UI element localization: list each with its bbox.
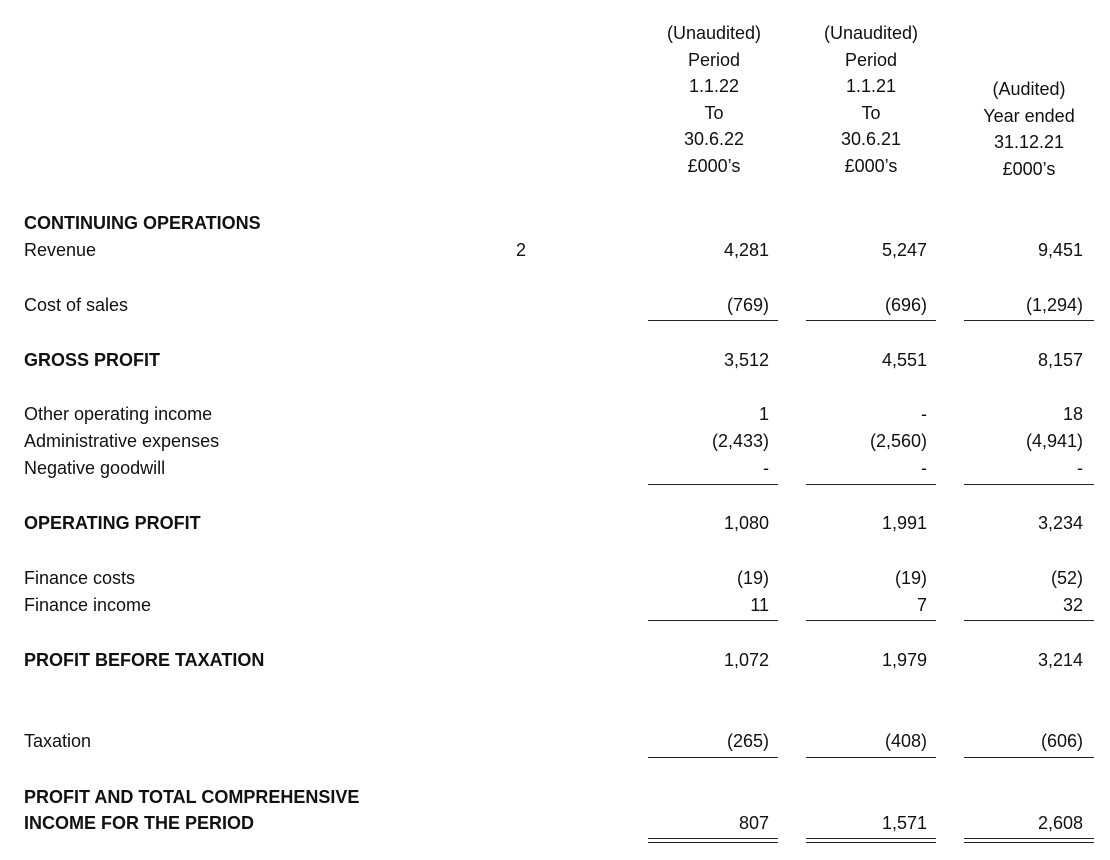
header-line: 1.1.22 xyxy=(688,76,740,96)
row-label-administrative-expenses: Administrative expenses xyxy=(24,431,220,451)
column-header-period-2022 xyxy=(639,20,789,179)
header-line: 31.12.21 xyxy=(993,132,1065,152)
subtotal-rule xyxy=(964,620,1094,621)
row-label-finance-income: Finance income xyxy=(24,595,152,615)
admin-expenses-value-year-2021: (4,941) xyxy=(1025,431,1083,451)
negative-goodwill-value-2021: - xyxy=(921,458,927,478)
other-income-value-year-2021: 18 xyxy=(1062,404,1083,424)
row-label-operating-profit: OPERATING PROFIT xyxy=(24,513,201,533)
row-label-profit-before-taxation: PROFIT BEFORE TAXATION xyxy=(24,650,265,670)
profit-total-value-2022: 807 xyxy=(738,813,769,833)
finance-costs-value-2022: (19) xyxy=(736,568,769,588)
subtotal-rule xyxy=(964,320,1094,321)
column-header-year-2021 xyxy=(954,76,1104,182)
subtotal-rule xyxy=(648,484,778,485)
row-label-negative-goodwill: Negative goodwill xyxy=(24,458,166,478)
header-line: 30.6.22 xyxy=(683,129,745,149)
header-line: (Unaudited) xyxy=(666,23,762,43)
header-line: Year ended xyxy=(983,105,1075,126)
profit-total-value-year-2021: 2,608 xyxy=(1037,813,1083,833)
finance-income-value-year-2021: 32 xyxy=(1062,595,1083,615)
header-line: 1.1.21 xyxy=(845,76,897,96)
row-label-profit-total-line1: PROFIT AND TOTAL COMPREHENSIVE xyxy=(24,787,360,807)
header-line: £000’s xyxy=(1002,158,1056,179)
profit-total-value-2021: 1,571 xyxy=(881,813,927,833)
admin-expenses-value-2021: (2,560) xyxy=(869,431,927,451)
subtotal-rule xyxy=(648,320,778,321)
header-line: (Audited) xyxy=(992,79,1066,99)
revenue-value-year-2021: 9,451 xyxy=(1037,240,1083,260)
operating-profit-value-2021: 1,991 xyxy=(881,513,927,533)
pbt-value-2022: 1,072 xyxy=(723,650,769,670)
header-line: Period xyxy=(844,49,898,70)
total-double-rule xyxy=(806,838,936,843)
subtotal-rule xyxy=(964,484,1094,485)
subtotal-rule xyxy=(964,757,1094,758)
gross-profit-value-2021: 4,551 xyxy=(881,350,927,370)
header-line: Period xyxy=(687,49,741,70)
finance-costs-value-2021: (19) xyxy=(894,568,927,588)
header-line: To xyxy=(704,102,724,123)
finance-income-value-2022: 11 xyxy=(750,595,769,615)
row-label-taxation: Taxation xyxy=(24,731,92,751)
header-line: £000’s xyxy=(844,155,898,176)
section-heading-continuing-operations: CONTINUING OPERATIONS xyxy=(24,213,261,233)
subtotal-rule xyxy=(806,484,936,485)
total-double-rule xyxy=(648,838,778,843)
row-label-profit-total-line2: INCOME FOR THE PERIOD xyxy=(24,813,255,833)
subtotal-rule xyxy=(806,757,936,758)
subtotal-rule xyxy=(806,320,936,321)
row-label-cost-of-sales: Cost of sales xyxy=(24,295,129,315)
taxation-value-2022: (265) xyxy=(726,731,769,751)
pbt-value-year-2021: 3,214 xyxy=(1037,650,1083,670)
operating-profit-value-year-2021: 3,234 xyxy=(1037,513,1083,533)
total-double-rule xyxy=(964,838,1094,843)
row-label-other-operating-income: Other operating income xyxy=(24,404,213,424)
taxation-value-2021: (408) xyxy=(884,731,927,751)
negative-goodwill-value-2022: - xyxy=(763,458,769,478)
operating-profit-value-2022: 1,080 xyxy=(723,513,769,533)
cost-of-sales-value-2021: (696) xyxy=(884,295,927,315)
other-income-value-2021: - xyxy=(921,404,927,424)
finance-costs-value-year-2021: (52) xyxy=(1050,568,1083,588)
cost-of-sales-value-2022: (769) xyxy=(726,295,769,315)
note-reference: 2 xyxy=(516,240,527,260)
other-income-value-2022: 1 xyxy=(758,404,769,424)
pbt-value-2021: 1,979 xyxy=(881,650,927,670)
revenue-value-2022: 4,281 xyxy=(723,240,769,260)
admin-expenses-value-2022: (2,433) xyxy=(711,431,769,451)
taxation-value-year-2021: (606) xyxy=(1040,731,1083,751)
cost-of-sales-value-year-2021: (1,294) xyxy=(1025,295,1083,315)
gross-profit-value-year-2021: 8,157 xyxy=(1037,350,1083,370)
header-line: (Unaudited) xyxy=(823,23,919,43)
negative-goodwill-value-year-2021: - xyxy=(1077,458,1083,478)
column-header-period-2021 xyxy=(796,20,946,179)
row-label-gross-profit: GROSS PROFIT xyxy=(24,350,161,370)
revenue-value-2021: 5,247 xyxy=(881,240,927,260)
gross-profit-value-2022: 3,512 xyxy=(723,350,769,370)
finance-income-value-2021: 7 xyxy=(916,595,927,615)
header-line: £000’s xyxy=(687,155,741,176)
subtotal-rule xyxy=(648,757,778,758)
header-line: To xyxy=(861,102,881,123)
row-label-revenue: Revenue xyxy=(24,240,97,260)
subtotal-rule xyxy=(806,620,936,621)
row-label-finance-costs: Finance costs xyxy=(24,568,136,588)
header-line: 30.6.21 xyxy=(840,129,902,149)
subtotal-rule xyxy=(648,620,778,621)
